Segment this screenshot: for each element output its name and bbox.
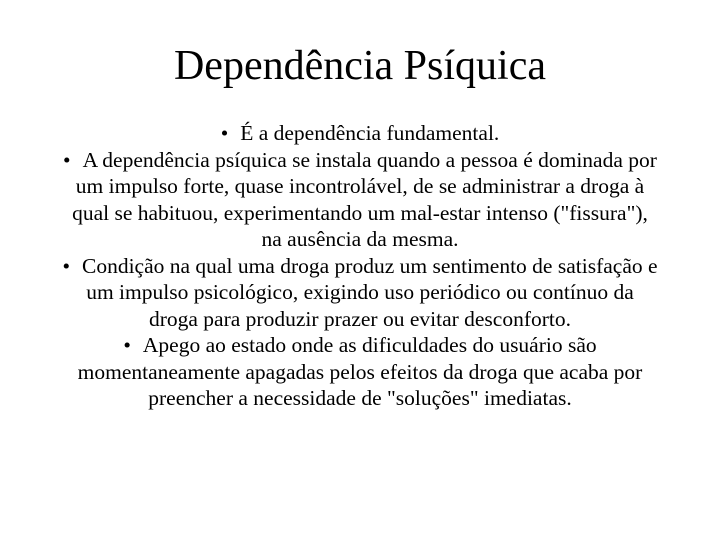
bullet-list — [60, 120, 660, 412]
bullet-icon: • — [220, 121, 229, 145]
bullet-item — [60, 253, 660, 333]
bullet-text: Apego ao estado onde as dificuldades do usuário são momentaneamente apagadas pelos efeitos da droga que acaba por preencher a necessidade de "soluções" imediatas. — [77, 333, 643, 410]
bullet-text: É a dependência fundamental. — [240, 121, 500, 145]
bullet-text: Condição na qual uma droga produz um sentimento de satisfação e um impulso psicológico, exigindo uso periódico ou contínuo da droga para produzir prazer ou evitar desconforto. — [81, 253, 658, 331]
bullet-icon: • — [62, 253, 70, 278]
slide-title: Dependência Psíquica — [173, 43, 547, 89]
bullet-item — [60, 147, 660, 253]
bullet-icon: • — [123, 333, 131, 357]
bullet-icon: • — [63, 147, 71, 172]
bullet-item — [60, 120, 660, 147]
bullet-text: A dependência psíquica se instala quando a pessoa é dominada por um impulso forte, quase incontrolável, de se administrar a droga à qual se habituou, experimentando um mal-estar intenso ("fissura"), na ausência da mesma. — [72, 147, 657, 251]
bullet-item — [60, 332, 660, 412]
